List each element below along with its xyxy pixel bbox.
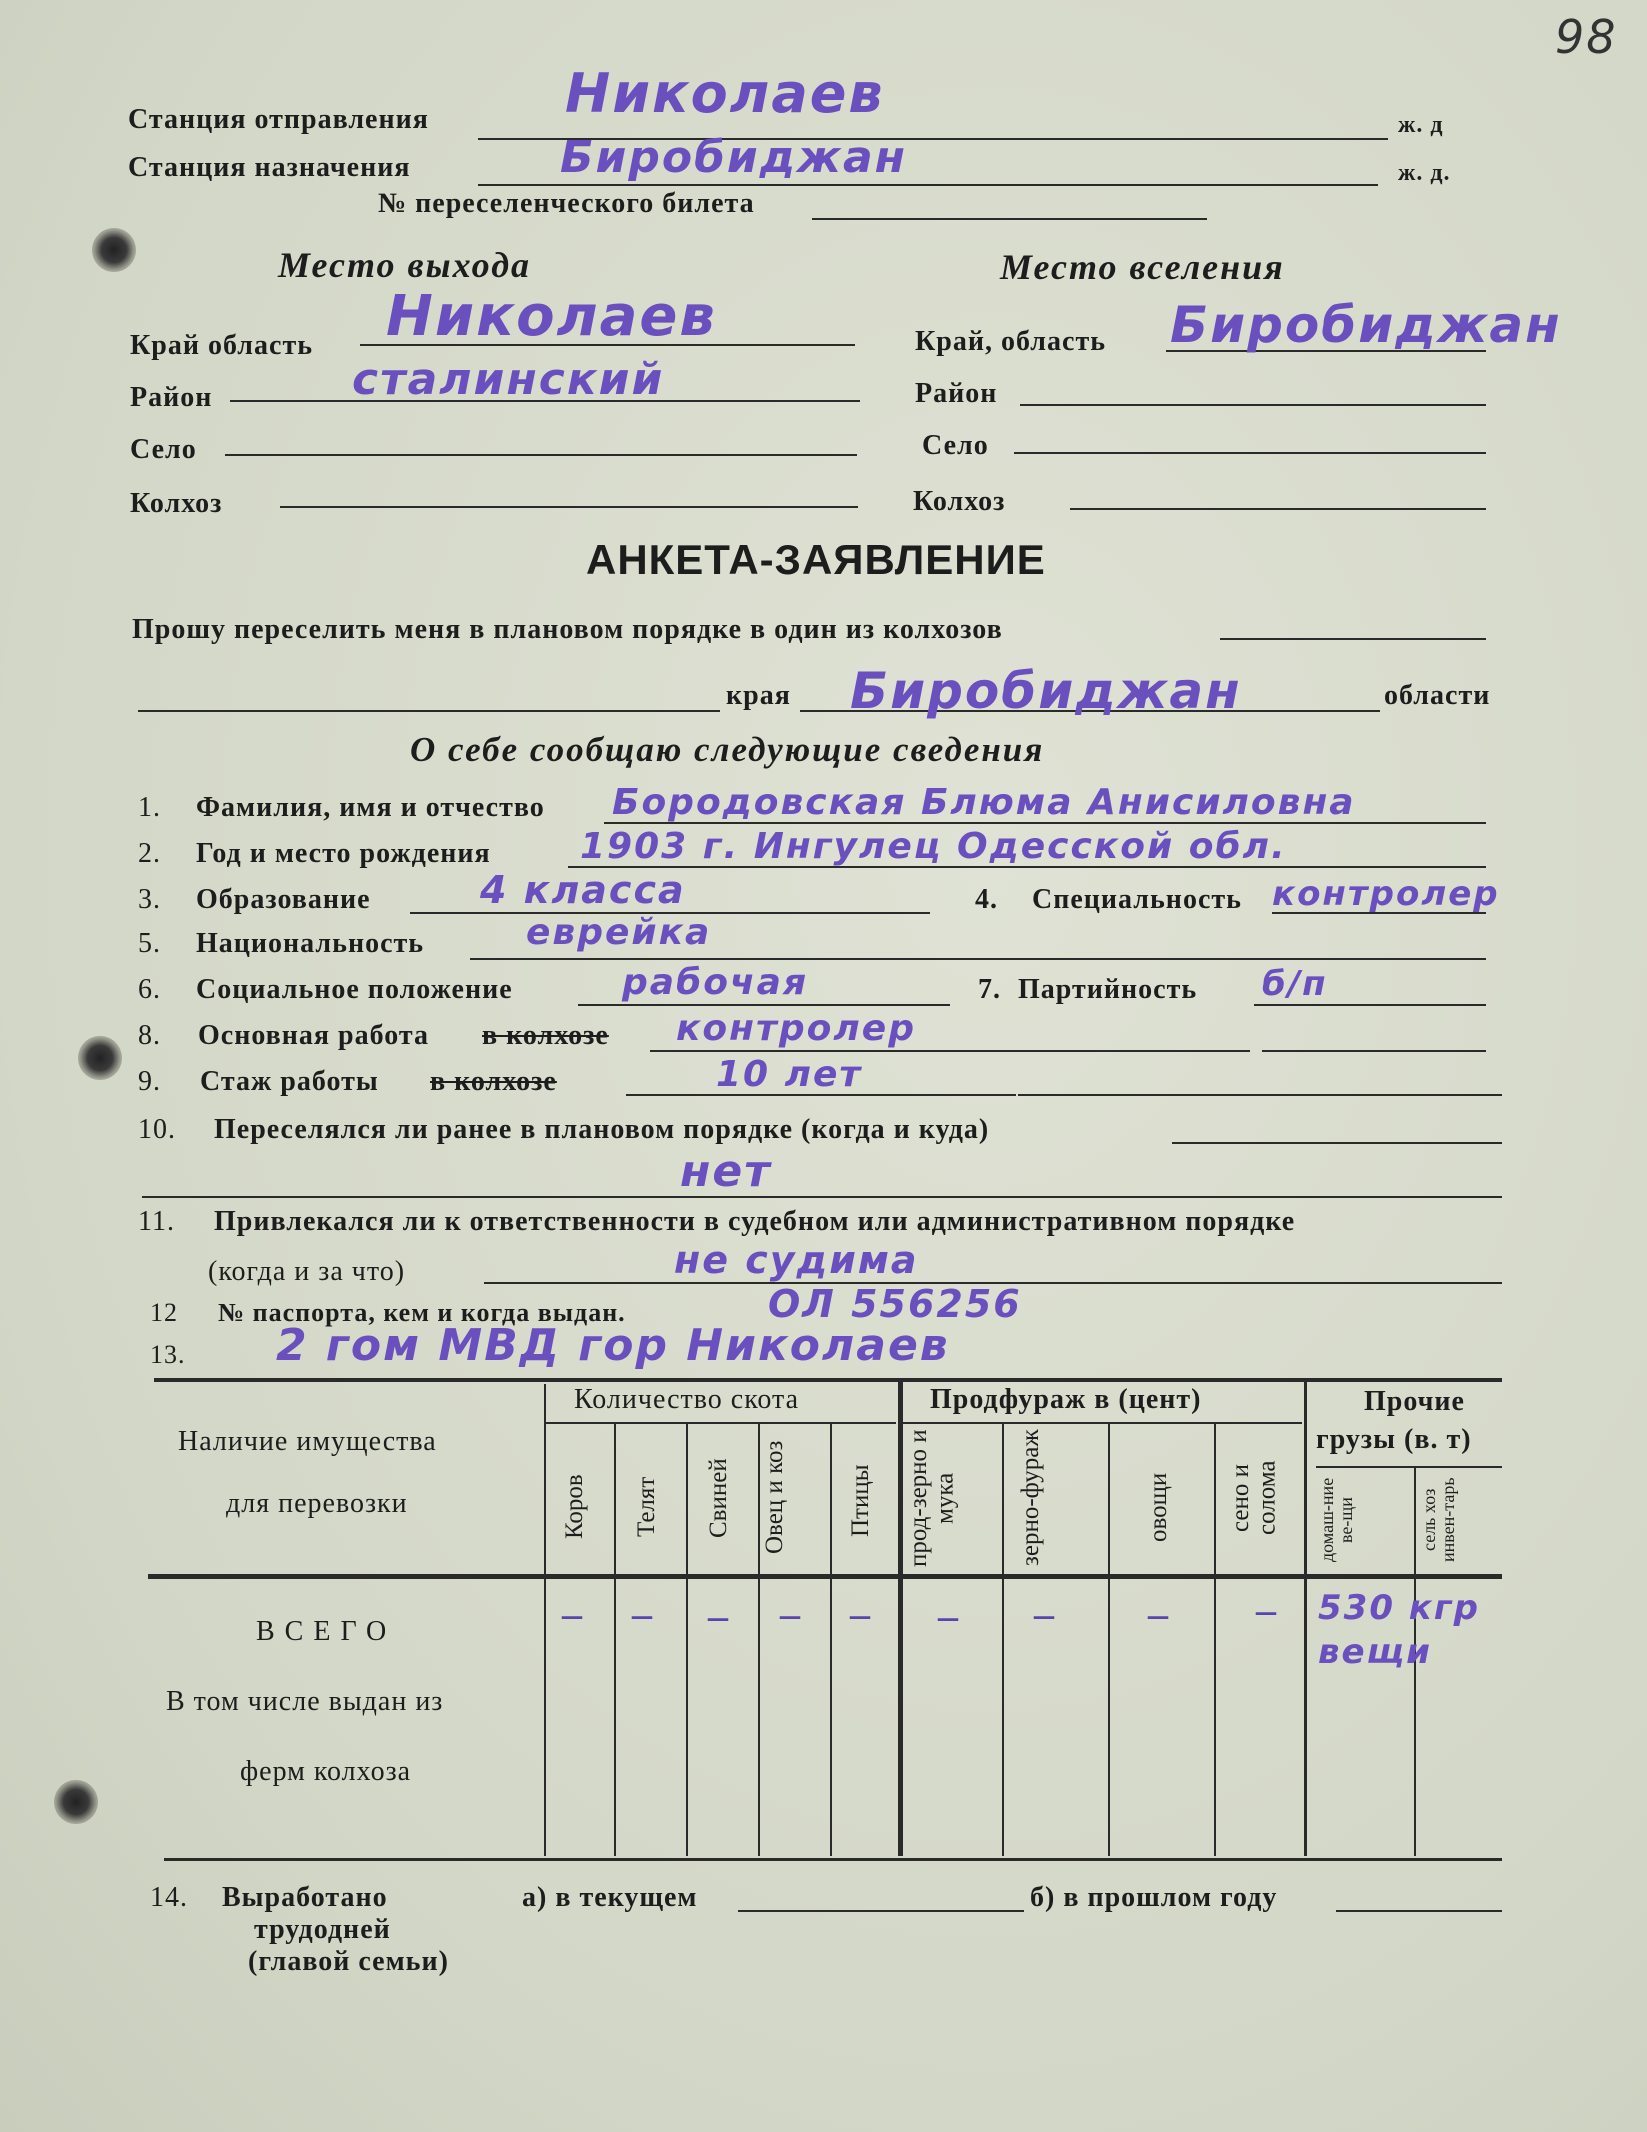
destination-village-label: Село	[922, 430, 989, 461]
item-14-previous-label: б) в прошлом году	[1030, 1882, 1278, 1913]
table-row-header-2: для перевозки	[226, 1488, 408, 1519]
item-1-label: Фамилия, имя и отчество	[196, 792, 545, 823]
item-2-number: 2.	[138, 838, 161, 869]
origin-village-label: Село	[130, 434, 197, 465]
table-vline-4	[758, 1422, 760, 1856]
destination-station-value: Биробиджан	[560, 132, 908, 183]
item-5-number: 5.	[138, 928, 161, 959]
item-2-value: 1903 г. Ингулец Одесской обл.	[580, 826, 1287, 867]
cell-pigs-total: –	[708, 1593, 728, 1638]
table-vline-9	[1214, 1422, 1216, 1856]
item-4-number: 4.	[975, 884, 998, 915]
item-10-value: нет	[680, 1146, 772, 1197]
table-vline-3	[686, 1422, 688, 1856]
item-8-number: 8.	[138, 1020, 161, 1051]
origin-district-label: Район	[130, 382, 213, 413]
punch-hole-3	[54, 1780, 98, 1824]
item-3-number: 3.	[138, 884, 161, 915]
item-14-label-3: (главой семьи)	[248, 1946, 449, 1977]
item-5-value: еврейка	[526, 912, 712, 953]
table-header-bottom-line	[148, 1574, 1502, 1579]
item-8-label: Основная работа	[198, 1020, 429, 1051]
item-5-line	[470, 958, 1486, 960]
col-cows: Коров	[561, 1474, 588, 1540]
destination-village-line	[1014, 452, 1486, 454]
table-group-feed: Продфураж в (цент)	[930, 1384, 1202, 1415]
item-10-label: Переселялся ли ранее в плановом порядке (когда и куда)	[214, 1114, 990, 1145]
col-grain: прод-зерно и мука	[905, 1429, 959, 1567]
item-10-line-2	[142, 1196, 1502, 1198]
item-9-line-2	[1018, 1094, 1502, 1096]
table-vline-7	[1002, 1422, 1004, 1856]
table-group-other-line	[1316, 1466, 1502, 1468]
col-home: домаш-ние ве-щи	[1317, 1477, 1356, 1563]
item-14-label-2: трудодней	[254, 1914, 391, 1945]
item-7-label: Партийность	[1018, 974, 1198, 1005]
origin-title: Место выхода	[278, 245, 532, 285]
item-12-number: 12	[150, 1298, 178, 1327]
destination-district-line	[1020, 404, 1486, 406]
origin-kolkhoz-line	[280, 506, 858, 508]
origin-region-value: Николаев	[386, 284, 717, 349]
table-vline-5	[830, 1422, 832, 1856]
table-vline-8	[1108, 1422, 1110, 1856]
item-4-label: Специальность	[1032, 884, 1242, 915]
col-hay: сено и солома	[1227, 1460, 1281, 1536]
origin-district-value: сталинский	[352, 354, 665, 405]
table-group-other: Прочие	[1364, 1386, 1465, 1417]
destination-station-label: Станция назначения	[128, 152, 411, 183]
item-14-current-label: а) в текущем	[522, 1882, 698, 1913]
item-14-label-1: Выработано	[222, 1882, 388, 1913]
destination-district-label: Район	[915, 378, 998, 409]
col-veg: овощи	[1145, 1472, 1172, 1542]
item-14-previous-line	[1336, 1910, 1502, 1912]
table-row-header-1: Наличие имущества	[178, 1426, 437, 1457]
table-top-line	[154, 1378, 1502, 1382]
col-fodder: зерно-фураж	[1017, 1429, 1044, 1567]
item-9-number: 9.	[138, 1066, 161, 1097]
item-6-line	[578, 1004, 950, 1006]
item-8-struck: в колхозе	[482, 1020, 609, 1051]
request-oblast-value: Биробиджан	[850, 662, 1242, 720]
request-kraya-label: края	[726, 680, 791, 711]
item-7-line	[1254, 1004, 1486, 1006]
item-13-number: 13.	[150, 1340, 186, 1369]
item-8-line	[650, 1050, 1250, 1052]
col-inv: сель хоз инвен-тарь	[1419, 1477, 1458, 1563]
table-vline-1	[544, 1384, 546, 1856]
item-4-value: контролер	[1272, 874, 1500, 914]
item-3-label: Образование	[196, 884, 371, 915]
table-incl-label-1: В том числе выдан из	[166, 1686, 444, 1717]
item-7-value: б/п	[1262, 964, 1328, 1004]
item-10-number: 10.	[138, 1114, 176, 1145]
item-12-value: ОЛ 556256	[768, 1282, 1022, 1326]
destination-kolkhoz-line	[1070, 508, 1486, 510]
item-7-number: 7.	[978, 974, 1001, 1005]
cell-fodder-total: –	[1034, 1591, 1054, 1636]
origin-kolkhoz-label: Колхоз	[130, 488, 223, 519]
table-vline-10	[1304, 1382, 1307, 1856]
destination-region-value: Биробиджан	[1170, 296, 1562, 354]
cell-cows-total: –	[562, 1591, 582, 1636]
item-3-value: 4 класса	[480, 868, 686, 912]
request-text: Прошу переселить меня в плановом порядке в один из колхозов	[132, 614, 1003, 645]
about-title: О себе сообщаю следующие сведения	[410, 730, 1045, 769]
table-vline-6	[898, 1382, 903, 1856]
punch-hole-1	[92, 228, 136, 272]
destination-station-line	[478, 184, 1378, 186]
table-total-label: ВСЕГО	[256, 1616, 397, 1647]
col-sheep: Овец и коз	[761, 1440, 788, 1554]
cell-veg-total: –	[1148, 1591, 1168, 1636]
item-13-value: 2 гом МВД гор Николаев	[276, 1320, 950, 1371]
table-group-livestock: Количество скота	[574, 1384, 800, 1415]
request-kraya-line	[138, 710, 720, 712]
cell-grain-total: –	[938, 1593, 958, 1638]
table-vline-2	[614, 1422, 616, 1856]
item-14-number: 14.	[150, 1882, 188, 1913]
departure-station-value: Николаев	[565, 62, 885, 125]
item-6-value: рабочая	[622, 962, 809, 1003]
destination-kolkhoz-label: Колхоз	[913, 486, 1006, 517]
item-11-label-2: (когда и за что)	[208, 1256, 406, 1287]
item-1-number: 1.	[138, 792, 161, 823]
item-5-label: Национальность	[196, 928, 425, 959]
ticket-number-line	[812, 218, 1207, 220]
origin-village-line	[225, 454, 857, 456]
punch-hole-2	[78, 1036, 122, 1080]
cell-home-total: 530 кгр вещи	[1318, 1588, 1480, 1673]
departure-station-label: Станция отправления	[128, 104, 429, 135]
item-12-label: № паспорта, кем и когда выдан.	[218, 1298, 626, 1327]
item-11-label: Привлекался ли к ответственности в судебном или административном порядке	[214, 1206, 1296, 1237]
table-incl-label-2: ферм колхоза	[240, 1756, 412, 1787]
item-14-current-line	[738, 1910, 1024, 1912]
cell-sheep-total: –	[780, 1591, 800, 1636]
col-pigs: Свиней	[705, 1458, 732, 1538]
table-group-livestock-line	[546, 1422, 896, 1424]
item-2-label: Год и место рождения	[196, 838, 491, 869]
rail-abbr-2: ж. д.	[1398, 160, 1451, 186]
request-kolkhoz-line	[1220, 638, 1486, 640]
col-birds: Птицы	[847, 1464, 874, 1538]
origin-region-label: Край область	[130, 330, 314, 361]
destination-title: Место вселения	[1000, 247, 1285, 287]
item-6-number: 6.	[138, 974, 161, 1005]
item-6-label: Социальное положение	[196, 974, 513, 1005]
cell-birds-total: –	[850, 1591, 870, 1636]
destination-region-label: Край, область	[915, 326, 1107, 357]
ticket-number-label: № переселенческого билета	[378, 188, 755, 219]
cell-calves-total: –	[632, 1591, 652, 1636]
table-group-other-2: грузы (в. т)	[1316, 1424, 1472, 1455]
item-9-label: Стаж работы	[200, 1066, 379, 1097]
request-oblast-label: области	[1384, 680, 1491, 711]
table-group-feed-line	[900, 1422, 1302, 1424]
item-8-line-2	[1262, 1050, 1486, 1052]
form-title: АНКЕТА-ЗАЯВЛЕНИЕ	[586, 536, 1046, 583]
rail-abbr-1: ж. д	[1398, 112, 1444, 138]
cell-hay-total: –	[1256, 1587, 1276, 1632]
item-11-value: не судима	[674, 1238, 919, 1282]
item-1-value: Бородовская Блюма Анисиловна	[612, 782, 1356, 823]
page-number: 98	[1555, 10, 1618, 64]
item-10-line	[1172, 1142, 1502, 1144]
item-9-struck: в колхозе	[430, 1066, 557, 1097]
item-11-number: 11.	[138, 1206, 175, 1237]
item-8-value: контролер	[676, 1008, 916, 1049]
item-9-value: 10 лет	[716, 1054, 863, 1095]
col-calves: Телят	[633, 1476, 660, 1538]
table-bottom-line	[164, 1858, 1502, 1861]
